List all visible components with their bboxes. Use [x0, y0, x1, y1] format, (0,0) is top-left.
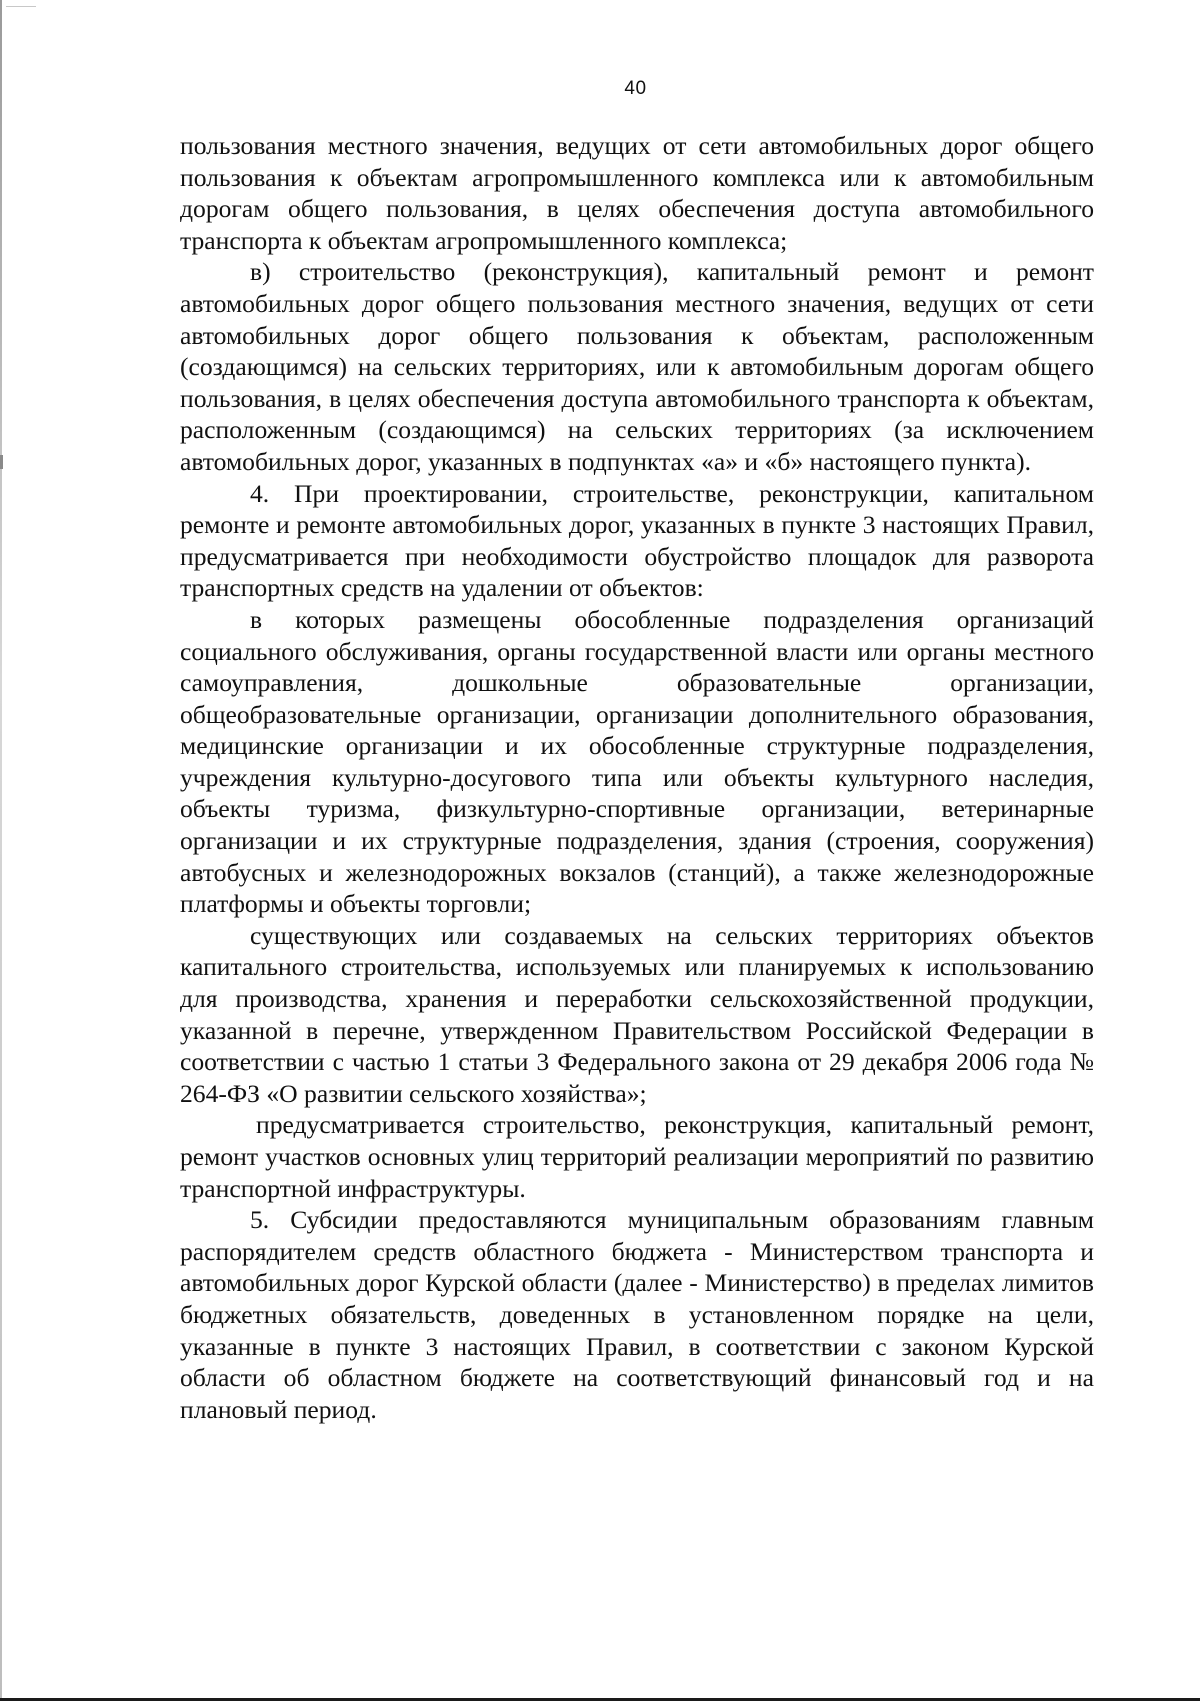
- paragraph-item-4: 4. При проектировании, строительстве, реконструкции, капитальном ремонте и ремонте автомобильных дорог, указанных в пункте 3 настоящих Правил, предусматривается при необходимости обустройство площадок для разворота транспортных средств на удалении от объектов:: [180, 478, 1094, 603]
- paragraph-continuation: пользования местного значения, ведущих от сети автомобильных дорог общего пользования к объектам агропромышленного комплекса или к автомобильным дорогам общего пользования, в целях обеспечения доступа автомобильного транспорта к объектам агропромышленного комплекса;: [180, 131, 1094, 255]
- paragraph-agricultural-objects: существующих или создаваемых на сельских территориях объектов капитального строительства, используемых или планируемых к использованию для производства, хранения и переработки сельскохозяйственной продукции, указанной в перечне, утвержденном Правительством Российской Федерации в соответствии с частью 1 статьи 3 Федерального закона от 29 декабря 2006 года № 264-ФЗ «О развитии сельского хозяйства»;: [180, 920, 1094, 1108]
- paragraph-street-repair: предусматривается строительство, реконструкция, капитальный ремонт, ремонт участков основных улиц территорий реализации мероприятий по развитию транспортной инфраструктуры.: [180, 1110, 1094, 1203]
- document-body: [180, 130, 1094, 1425]
- paragraph-item-5: 5. Субсидии предоставляются муниципальным образованиям главным распорядителем средств областного бюджета - Министерством транспорта и автомобильных дорог Курской области (далее - Министерство) в пределах лимитов бюджетных обязательств, доведенных в установленном порядке на цели, указанные в пункте 3 настоящих Правил, в соответствии с законом Курской области об областном бюджете на соответствующий финансовый год и на плановый период.: [180, 1205, 1094, 1424]
- scan-edge-left: [0, 0, 2, 1701]
- paragraph-subitem-v: в) строительство (реконструкция), капитальный ремонт и ремонт автомобильных дорог общего пользования местного значения, ведущих от сети автомобильных дорог общего пользования к объектам, расположенным (создающимся) на сельских территориях, или к автомобильным дорогам общего пользования, в целях обеспечения доступа автомобильного транспорта к объектам, расположенным (создающимся) на сельских территориях (за исключением автомобильных дорог, указанных в подпунктах «а» и «б» настоящего пункта).: [180, 257, 1094, 476]
- page-number: 40: [624, 78, 647, 99]
- scan-mark-top: [6, 6, 36, 7]
- scan-mark-mid: [0, 455, 3, 469]
- paragraph-objects-list: в которых размещены обособленные подразделения организаций социального обслуживания, органы государственной власти или органы местного самоуправления, дошкольные образовательные организации, общеобразовательные организации, организации дополнительного образования, медицинские организации и их обособленные структурные подразделения, учреждения культурно-досугового типа или объекты культурного наследия, объекты туризма, физкультурно-спортивные организации, ветеринарные организации и их структурные подразделения, здания (строения, сооружения) автобусных и железнодорожных вокзалов (станций), а также железнодорожные платформы и объекты торговли;: [180, 604, 1094, 919]
